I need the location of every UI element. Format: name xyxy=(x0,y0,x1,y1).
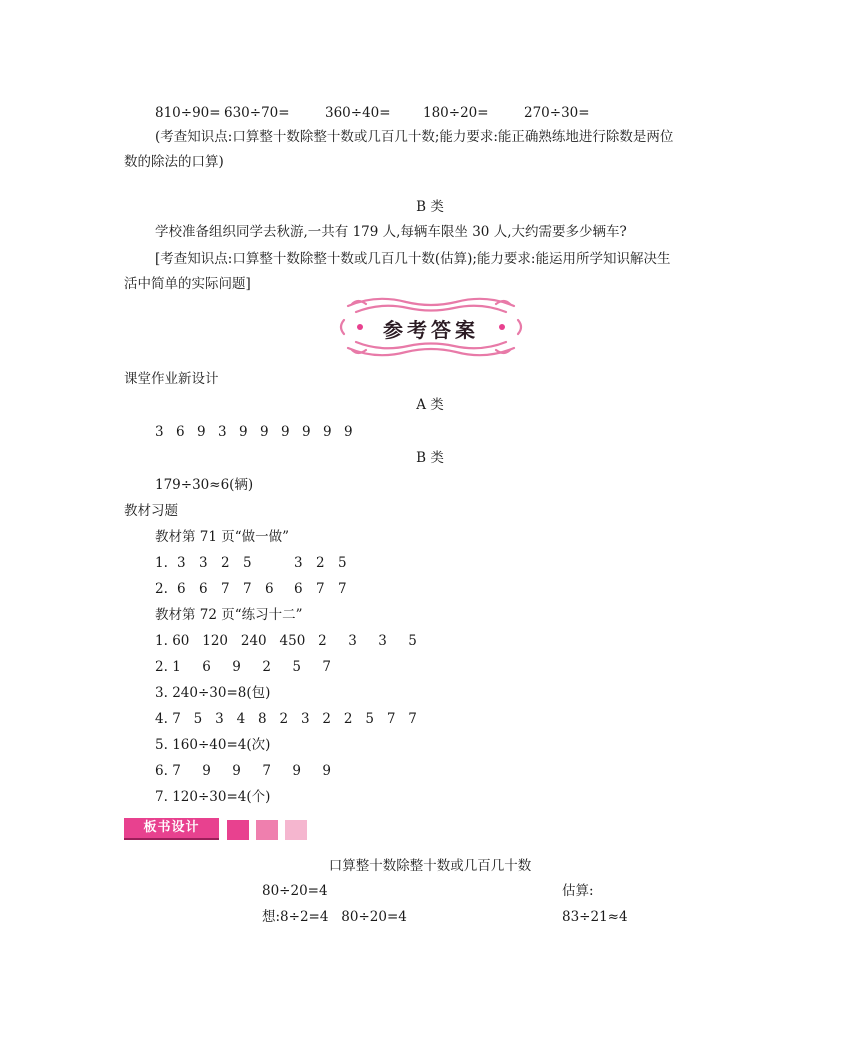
board-left-line2: 想:8÷2=4 80÷20=4 xyxy=(262,909,407,925)
list-item xyxy=(155,658,331,676)
a-answer: 9 xyxy=(239,424,248,440)
list-item xyxy=(155,736,270,754)
p72-title: 教材第 72 页“练习十二” xyxy=(155,607,303,623)
a-answer: 9 xyxy=(260,424,269,440)
a-answer: 9 xyxy=(197,424,206,440)
a-answer: 9 xyxy=(323,424,332,440)
row-value: 3 xyxy=(199,555,208,571)
problem-2: 630÷70= xyxy=(224,105,290,121)
list-item xyxy=(155,710,417,728)
row-text: 1 6 9 2 5 7 xyxy=(172,659,332,675)
b-answer: 179÷30≈6(辆) xyxy=(155,477,254,493)
row-number: 1. xyxy=(155,555,168,571)
row-text: 7 9 9 7 9 9 xyxy=(172,763,332,779)
problem-5: 270÷30= xyxy=(524,105,590,121)
row-text: 240÷30=8(包) xyxy=(172,685,271,701)
row-value: 6 xyxy=(265,581,274,597)
section-classwork: 课堂作业新设计 xyxy=(124,371,219,387)
row-value: 7 xyxy=(316,581,325,597)
section-textbook: 教材习题 xyxy=(124,503,178,519)
a-answer: 6 xyxy=(176,424,185,440)
row-value: 7 xyxy=(221,581,230,597)
a-note-line2: 数的除法的口算) xyxy=(124,154,224,170)
b-heading: B 类 xyxy=(416,199,444,215)
board-title: 口算整十数除整十数或几百几十数 xyxy=(328,858,532,874)
answer-banner-title: 参考答案 xyxy=(383,318,479,342)
problem-3: 360÷40= xyxy=(325,105,391,121)
a-answer: 9 xyxy=(302,424,311,440)
a-heading: A 类 xyxy=(416,397,444,413)
row-value: 5 xyxy=(338,555,347,571)
decor-square-icon xyxy=(285,820,307,840)
row-value: 7 xyxy=(243,581,252,597)
b-note-line2: 活中简单的实际问题] xyxy=(124,276,251,292)
row-text: 120÷30=4(个) xyxy=(172,789,271,805)
list-item xyxy=(155,684,270,702)
a-note-line1: (考查知识点:口算整十数除整十数或几百几十数;能力要求:能正确熟练地进行除数是两位 xyxy=(155,129,674,145)
b-note-line1: [考查知识点:口算整十数除整十数或几百几十数(估算);能力要求:能运用所学知识解决生 xyxy=(155,251,671,267)
decor-square-icon xyxy=(227,820,249,840)
answer-banner xyxy=(336,292,526,362)
row-number: 3. xyxy=(155,685,168,701)
problem-1: 810÷90= xyxy=(155,105,221,121)
row-value: 6 xyxy=(199,581,208,597)
list-item xyxy=(155,632,417,650)
b-heading-2: B 类 xyxy=(416,450,444,466)
row-value: 2 xyxy=(316,555,325,571)
row-number: 2. xyxy=(155,659,168,675)
board-right-line2: 83÷21≈4 xyxy=(562,909,628,925)
row-text: 160÷40=4(次) xyxy=(172,737,271,753)
list-item xyxy=(155,788,270,806)
row-value: 3 xyxy=(177,555,186,571)
row-value: 6 xyxy=(177,581,186,597)
row-value: 7 xyxy=(338,581,347,597)
row-number: 1. xyxy=(155,633,168,649)
board-right-line1: 估算: xyxy=(562,883,594,899)
row-value: 5 xyxy=(243,555,252,571)
row-value: 3 xyxy=(294,555,303,571)
row-number: 7. xyxy=(155,789,168,805)
a-answer: 3 xyxy=(218,424,227,440)
row-number: 4. xyxy=(155,711,168,727)
board-left-line1: 80÷20=4 xyxy=(262,883,328,899)
row-number: 2. xyxy=(155,581,168,597)
row-value: 6 xyxy=(294,581,303,597)
row-number: 6. xyxy=(155,763,168,779)
row-text: 60 120 240 450 2 3 3 5 xyxy=(172,633,417,649)
row-value: 2 xyxy=(221,555,230,571)
a-answer: 9 xyxy=(344,424,353,440)
row-number: 5. xyxy=(155,737,168,753)
problem-4: 180÷20= xyxy=(423,105,489,121)
decor-square-icon xyxy=(256,820,278,840)
a-answer: 9 xyxy=(281,424,290,440)
b-problem: 学校准备组织同学去秋游,一共有 179 人,每辆车限坐 30 人,大约需要多少辆车? xyxy=(155,224,627,240)
p71-title: 教材第 71 页“做一做” xyxy=(155,529,290,545)
a-answer: 3 xyxy=(155,424,164,440)
row-text: 7 5 3 4 8 2 3 2 2 5 7 7 xyxy=(172,711,417,727)
list-item xyxy=(155,762,331,780)
board-design-label: 板书设计 xyxy=(124,818,219,840)
